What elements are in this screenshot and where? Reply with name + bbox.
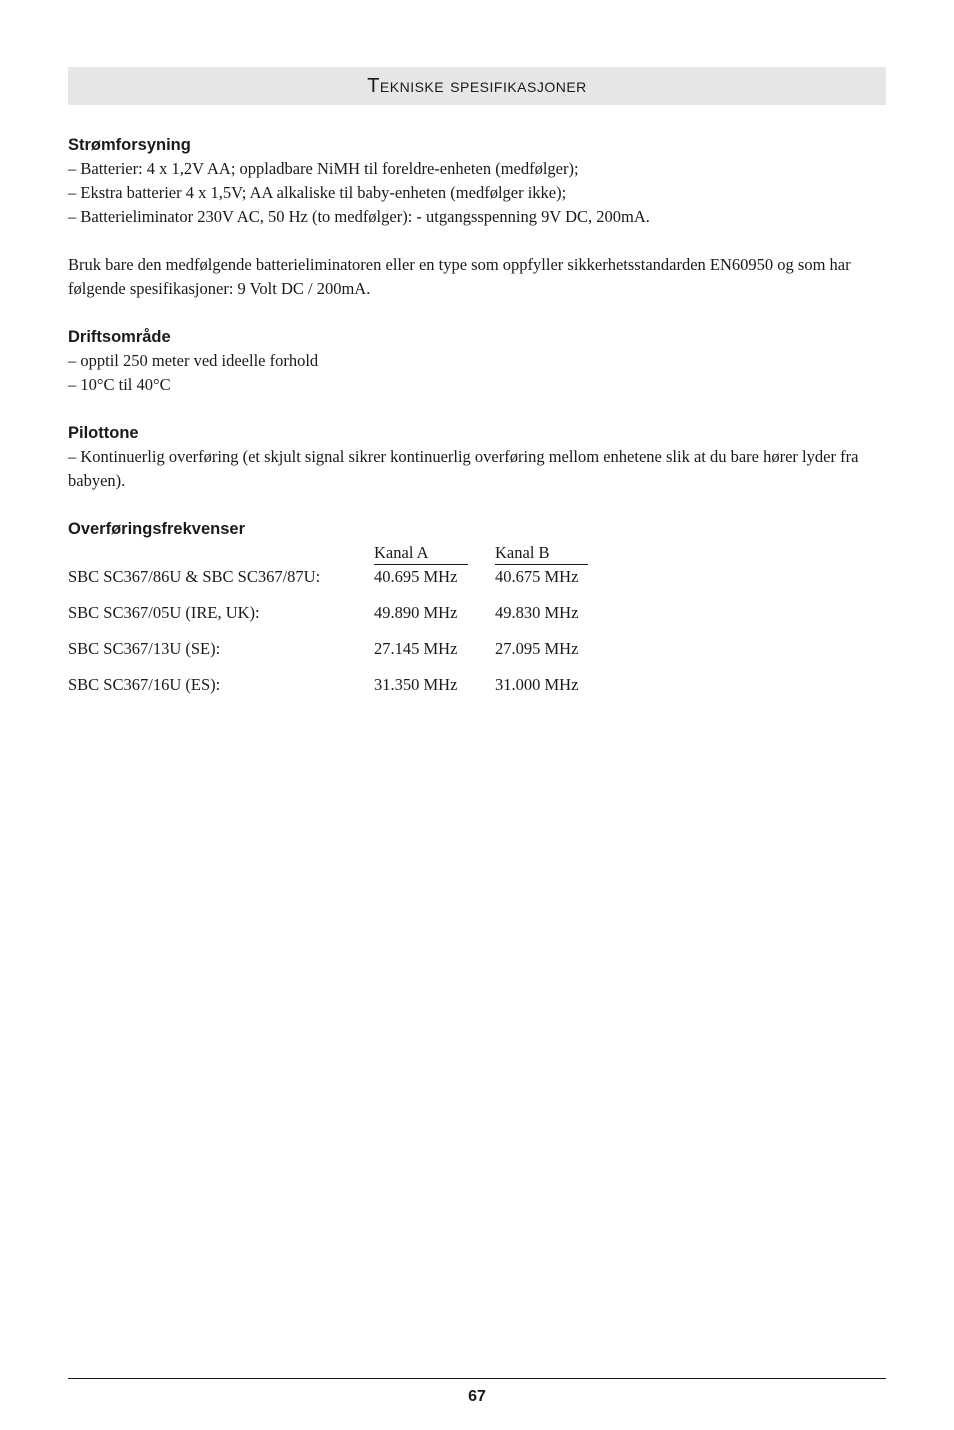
section-heading: Pilottone [68,424,139,442]
title-bar [68,67,886,105]
table-row [68,637,595,673]
frequency-table [68,541,595,709]
column-header-a [374,541,495,565]
page-title: Tekniske spesifikasjoner [367,75,587,97]
model-cell: SBC SC367/16U (ES): [68,675,221,694]
table-row [68,601,595,637]
table-header-row [68,541,595,565]
table-header-empty [68,541,374,565]
section-frequencies [68,517,886,709]
section-range [68,325,886,397]
list-item: – 10°C til 40°C [68,375,171,394]
paragraph: – Kontinuerlig overføring (et skjult signal sikrer kontinuerlig overføring mellom enhetene slik at du bare hører lyder fra babyen). [68,447,859,490]
content [68,133,886,733]
channel-b-cell: 49.830 MHz [495,603,579,622]
channel-b-cell: 31.000 MHz [495,675,579,694]
paragraph: Bruk bare den medfølgende batterieliminatoren eller en type som oppfyller sikkerhetsstandarden EN60950 og som har følgende spesifikasjoner: 9 Volt DC / 200mA. [68,255,851,298]
table-row [68,673,595,709]
section-pilot [68,421,886,493]
section-power [68,133,886,229]
table-row [68,565,595,601]
list-item: – Batterier: 4 x 1,2V AA; oppladbare NiMH til foreldre-enheten (medfølger); [68,159,579,178]
model-cell: SBC SC367/13U (SE): [68,639,221,658]
section-power-note [68,253,886,301]
model-cell: SBC SC367/05U (IRE, UK): [68,603,260,622]
footer-rule [68,1378,886,1379]
channel-b-cell: 40.675 MHz [495,567,579,586]
list-item: – Ekstra batterier 4 x 1,5V; AA alkaliske til baby-enheten (medfølger ikke); [68,183,567,202]
section-heading: Driftsområde [68,328,171,346]
channel-b-cell: 27.095 MHz [495,639,579,658]
model-cell: SBC SC367/86U & SBC SC367/87U: [68,567,321,586]
channel-a-cell: 40.695 MHz [374,567,458,586]
channel-a-cell: 27.145 MHz [374,639,458,658]
column-header-b [495,541,595,565]
section-heading: Overføringsfrekvenser [68,520,245,538]
section-heading: Strømforsyning [68,136,191,154]
list-item: – opptil 250 meter ved ideelle forhold [68,351,319,370]
channel-a-cell: 31.350 MHz [374,675,458,694]
channel-a-cell: 49.890 MHz [374,603,458,622]
column-header-label: Kanal B [495,541,588,565]
list-item: – Batterieliminator 230V AC, 50 Hz (to medfølger): - utgangsspenning 9V DC, 200mA. [68,207,650,226]
page-number: 67 [468,1388,486,1405]
column-header-label: Kanal A [374,541,468,565]
